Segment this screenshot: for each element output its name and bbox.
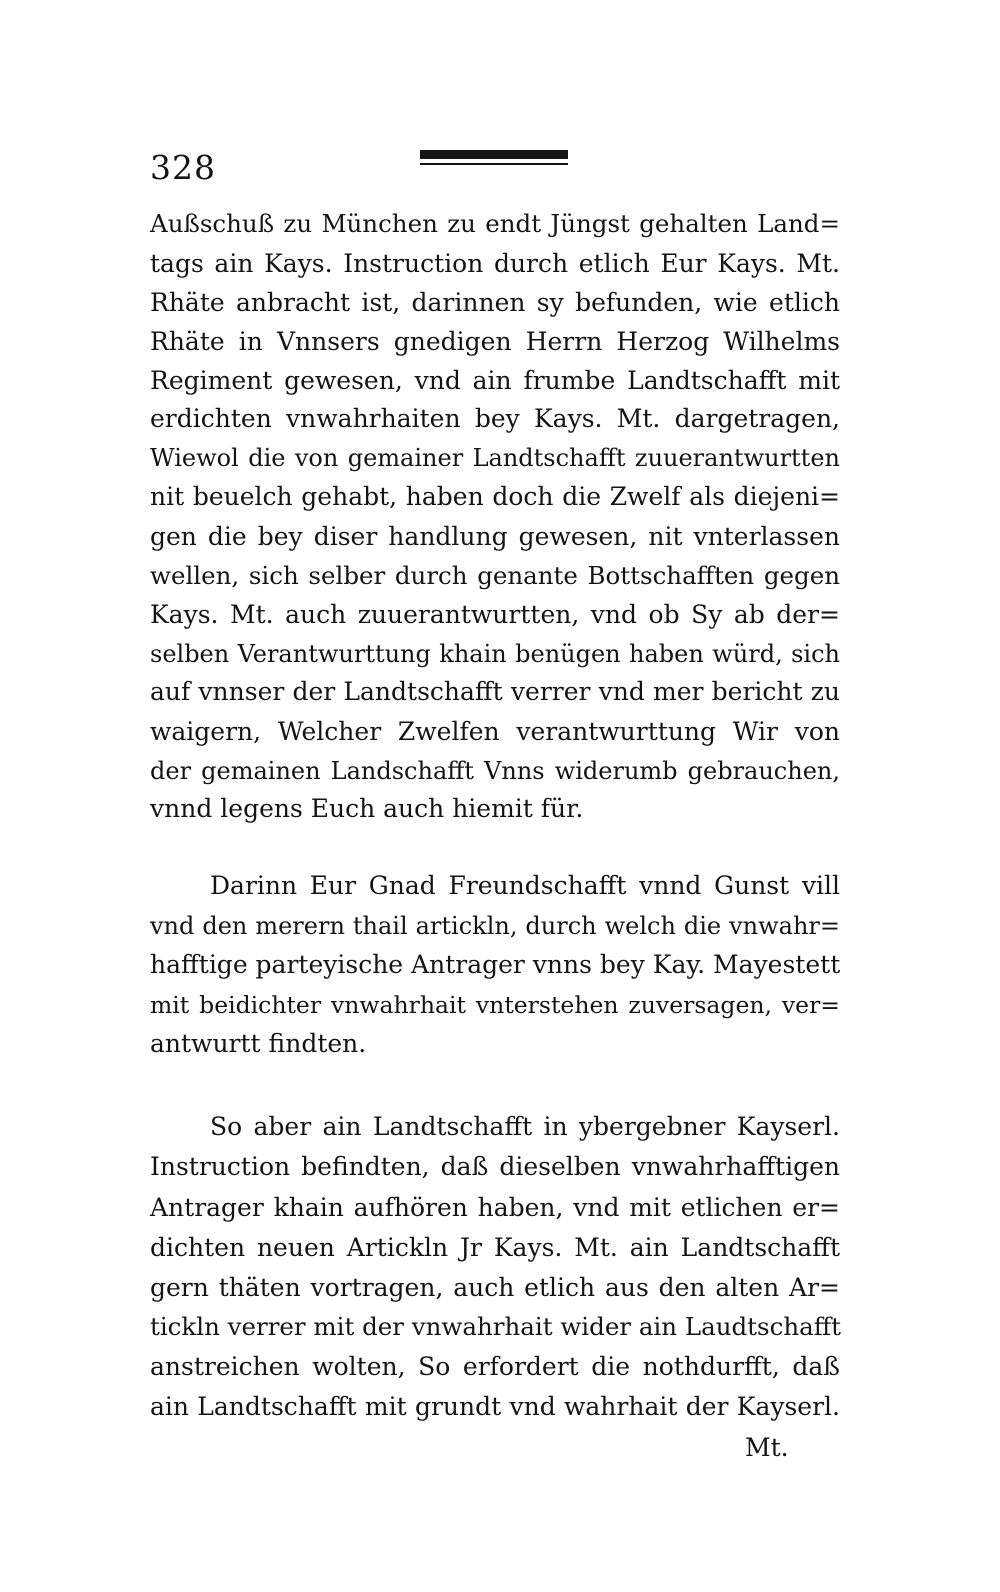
page-number: 328 xyxy=(150,148,216,187)
catchword: Mt. xyxy=(745,1433,789,1462)
text-line: auf vnnser der Landtschafft verrer vnd mer bericht zu xyxy=(150,677,840,706)
text-line: So aber ain Landtschafft in ybergebner Kayserl. xyxy=(210,1112,840,1141)
text-line: Außschuß zu München zu endt Jüngst gehalten Land= xyxy=(150,209,840,238)
text-line: ain Landtschafft mit grundt vnd wahrhait der Kayserl. xyxy=(150,1392,840,1421)
text-line: Regiment gewesen, vnd ain frumbe Landtschafft mit xyxy=(150,366,840,395)
text-line: Wiewol die von gemainer Landtschafft zuuerantwurtten xyxy=(150,444,840,472)
text-line: vnnd legens Euch auch hiemit für. xyxy=(150,794,584,823)
text-line: Instruction befindten, daß dieselben vnwahrhafftigen xyxy=(150,1152,840,1181)
text-line: selben Verantwurttung khain benügen haben würd, sich xyxy=(150,640,840,668)
text-line: gern thäten vortragen, auch etlich aus den alten Ar= xyxy=(150,1273,840,1302)
text-line: waigern, Welcher Zwelfen verantwurttung Wir von xyxy=(150,717,840,746)
text-line: Kays. Mt. auch zuuerantwurtten, vnd ob Sy ab der= xyxy=(150,600,840,629)
text-line: nit beuelch gehabt, haben doch die Zwelf als diejeni= xyxy=(150,482,840,511)
text-line: antwurtt findten. xyxy=(150,1029,367,1058)
text-line: tags ain Kays. Instruction durch etlich Eur Kays. Mt. xyxy=(150,249,840,278)
header-rule-thin xyxy=(420,163,568,165)
text-line: hafftige parteyische Antrager vnns bey Kay. Mayestett xyxy=(150,950,841,979)
text-line: Darinn Eur Gnad Freundschafft vnnd Gunst vill xyxy=(210,871,840,900)
text-line: erdichten vnwahrhaiten bey Kays. Mt. dargetragen, xyxy=(150,404,840,433)
text-line: dichten neuen Artickln Jr Kays. Mt. ain Landtschafft xyxy=(150,1233,840,1262)
text-line: mit beidichter vnwahrhait vnterstehen zuversagen, ver= xyxy=(150,991,840,1019)
text-line: Rhäte in Vnnsers gnedigen Herrn Herzog Wilhelms xyxy=(150,327,840,356)
text-line: gen die bey diser handlung gewesen, nit vnterlassen xyxy=(150,522,840,551)
text-line: vnd den merern thail artickln, durch welch die vnwahr= xyxy=(150,912,840,940)
text-line: tickln verrer mit der vnwahrhait wider ain Laudtschafft xyxy=(150,1312,841,1341)
text-line: der gemainen Landschafft Vnns widerumb gebrauchen, xyxy=(150,757,840,785)
text-line: anstreichen wolten, So erfordert die nothdurfft, daß xyxy=(150,1352,840,1381)
header-rule xyxy=(420,150,568,166)
text-line: wellen, sich selber durch genante Bottschafften gegen xyxy=(150,561,840,590)
text-line: Rhäte anbracht ist, darinnen sy befunden, wie etlich xyxy=(150,288,840,317)
text-line: Antrager khain aufhören haben, vnd mit etlichen er= xyxy=(150,1193,840,1222)
header-rule-thick xyxy=(420,150,568,159)
